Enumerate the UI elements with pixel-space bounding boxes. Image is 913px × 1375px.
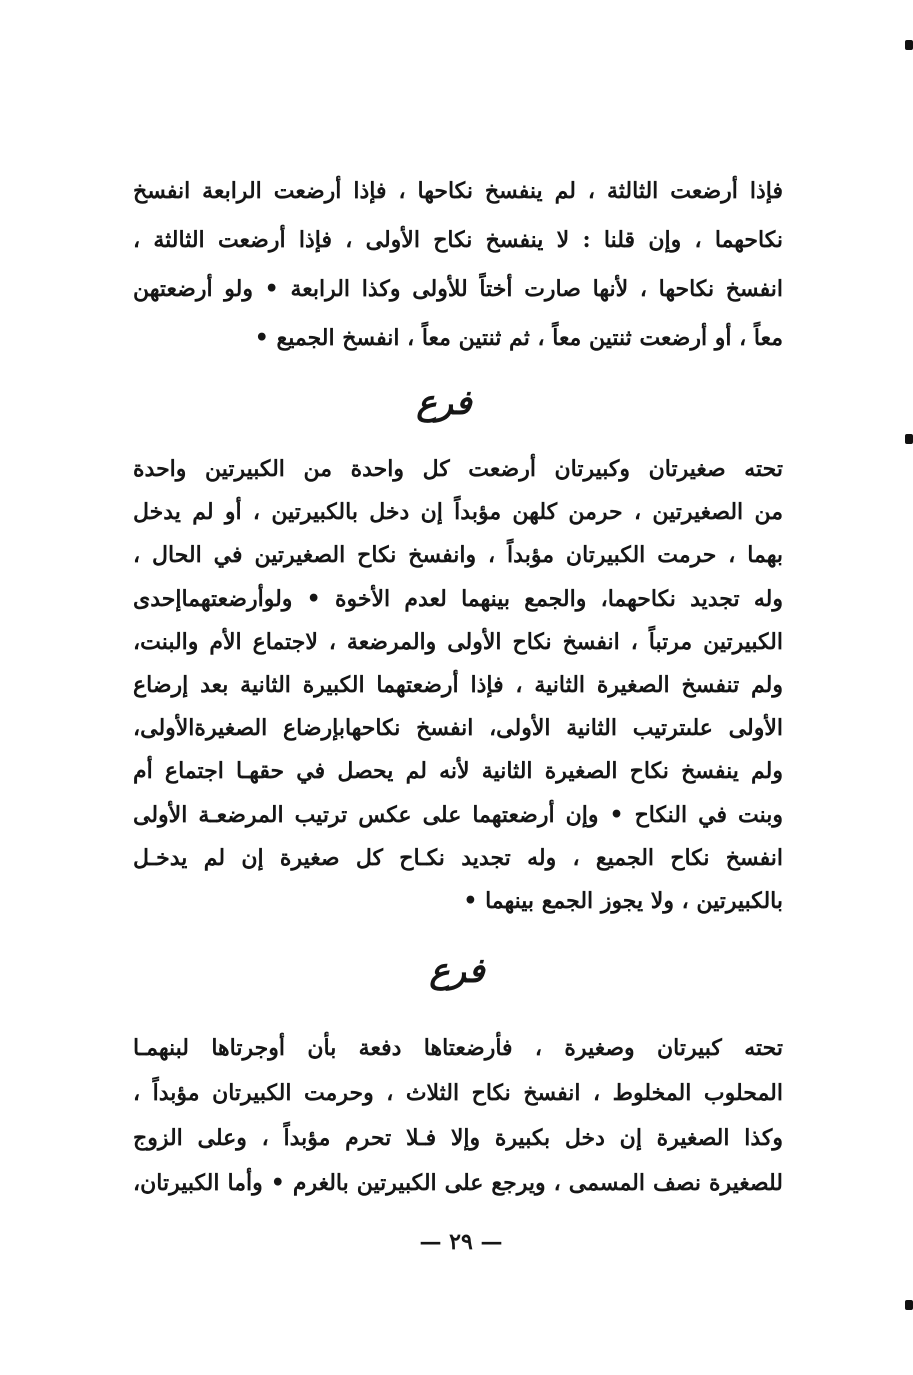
text-line: تحته صغيرتان وكبيرتان أرضعت كل واحدة من الكبيرتين واحدة <box>133 456 783 482</box>
text-line: فإذا أرضعت الثالثة ، لم ينفسخ نكاحها ، فإذا أرضعت الرابعة انفسخ <box>133 178 783 204</box>
text-line: نكاحهما ، وإن قلنا : لا ينفسخ نكاح الأولى ، فإذا أرضعت الثالثة ، <box>133 227 783 253</box>
text-line: الأولى علىترتيب الثانية الأولى، انفسخ نكاحهابإرضاع الصغيرةالأولى، <box>133 715 783 742</box>
paragraph-1 <box>133 167 783 363</box>
page-edge-mark <box>905 434 913 444</box>
text-line: انفسخ نكاحها ، لأنها صارت أختاً للأولى وكذا الرابعة • ولو أرضعتهن <box>133 276 783 302</box>
section-heading: فرع <box>429 951 485 991</box>
text-line: بالكبيرتين ، ولا يجوز الجمع بينهما • <box>463 887 783 914</box>
text-line: المحلوب المخلوط ، انفسخ نكاح الثلاث ، وحرمت الكبيرتان مؤبداً ، <box>133 1080 783 1106</box>
text-line: وبنت في النكاح • وإن أرضعتهما على عكس ترتيب المرضعـة الأولى <box>133 801 783 828</box>
text-line: للصغيرة نصف المسمى ، ويرجع على الكبيرتين بالغرم • وأما الكبيرتان، <box>133 1170 783 1196</box>
text-line: انفسخ نكاح الجميع ، وله تجديد نكـاح كل صغيرة إن لم يدخـل <box>133 844 783 871</box>
text-line: ولم ينفسخ نكاح الصغيرة الثانية لأنه لم يحصل في حقهـا اجتماع أم <box>133 758 783 785</box>
section-heading: فرع <box>416 383 472 423</box>
page-edge-mark <box>905 40 913 50</box>
page-number: — ٢٩ — <box>419 1229 503 1255</box>
text-line: معاً ، أو أرضعت ثنتين معاً ، ثم ثنتين معاً ، انفسخ الجميع • <box>254 325 783 351</box>
text-line: وكذا الصغيرة إن دخل بكبيرة وإلا فـلا تحرم مؤبداً ، وعلى الزوج <box>133 1125 783 1151</box>
paragraph-2 <box>133 448 783 923</box>
paragraph-3 <box>133 1026 783 1206</box>
text-line: الكبيرتين مرتباً ، انفسخ نكاح الأولى والمرضعة ، لاجتماع الأم والبنت، <box>133 628 783 655</box>
text-line: من الصغيرتين ، حرمن كلهن مؤبداً إن دخل بالكبيرتين ، أو لم يدخل <box>133 499 783 526</box>
page-edge-mark <box>905 1300 913 1310</box>
text-line: تحته كبيرتان وصغيرة ، فأرضعتاها دفعة بأن أوجرتاها لبنهمـا <box>133 1035 783 1061</box>
text-line: ولم تنفسخ الصغيرة الثانية ، فإذا أرضعتهما الكبيرة الثانية بعد إرضاع <box>133 671 783 698</box>
text-line: بهما ، حرمت الكبيرتان مؤبداً ، وانفسخ نكاح الصغيرتين في الحال ، <box>133 542 783 569</box>
text-line: وله تجديد نكاحهما، والجمع بينهما لعدم الأخوة • ولوأرضعتهماإحدى <box>133 585 783 612</box>
